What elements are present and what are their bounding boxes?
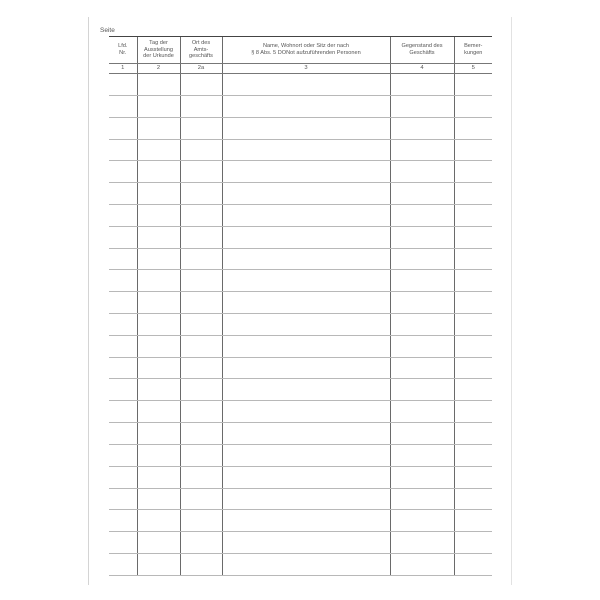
table-row [109, 292, 492, 314]
cell-tag-der-ausstellung[interactable] [137, 314, 180, 336]
cell-ort-des-amtsgeschaefts[interactable] [180, 466, 222, 488]
cell-ort-des-amtsgeschaefts[interactable] [180, 117, 222, 139]
cell-ort-des-amtsgeschaefts[interactable] [180, 248, 222, 270]
cell-bemerkungen[interactable] [454, 401, 492, 423]
table-row [109, 117, 492, 139]
cell-ort-des-amtsgeschaefts[interactable] [180, 161, 222, 183]
column-number-1: 1 [109, 64, 137, 74]
cell-bemerkungen[interactable] [454, 314, 492, 336]
cell-name-wohnort-sitz[interactable] [222, 270, 390, 292]
table-row [109, 314, 492, 336]
cell-lfd-nr[interactable] [109, 183, 137, 205]
cell-tag-der-ausstellung[interactable] [137, 248, 180, 270]
cell-bemerkungen[interactable] [454, 379, 492, 401]
table-row [109, 74, 492, 96]
cell-lfd-nr[interactable] [109, 444, 137, 466]
header-ort-des-amtsgeschaefts: Ort des Amts- geschäfts [180, 37, 222, 64]
cell-lfd-nr[interactable] [109, 292, 137, 314]
cell-tag-der-ausstellung[interactable] [137, 95, 180, 117]
cell-lfd-nr[interactable] [109, 488, 137, 510]
cell-gegenstand-des-geschaefts[interactable] [390, 270, 454, 292]
cell-tag-der-ausstellung[interactable] [137, 510, 180, 532]
cell-lfd-nr[interactable] [109, 510, 137, 532]
cell-tag-der-ausstellung[interactable] [137, 357, 180, 379]
table-row [109, 510, 492, 532]
cell-name-wohnort-sitz[interactable] [222, 379, 390, 401]
column-number-4: 4 [390, 64, 454, 74]
cell-gegenstand-des-geschaefts[interactable] [390, 357, 454, 379]
cell-gegenstand-des-geschaefts[interactable] [390, 532, 454, 554]
cell-bemerkungen[interactable] [454, 74, 492, 96]
cell-name-wohnort-sitz[interactable] [222, 423, 390, 445]
cell-name-wohnort-sitz[interactable] [222, 226, 390, 248]
column-number-2: 2 [137, 64, 180, 74]
cell-lfd-nr[interactable] [109, 204, 137, 226]
cell-bemerkungen[interactable] [454, 357, 492, 379]
cell-bemerkungen[interactable] [454, 117, 492, 139]
cell-bemerkungen[interactable] [454, 204, 492, 226]
cell-ort-des-amtsgeschaefts[interactable] [180, 510, 222, 532]
cell-name-wohnort-sitz[interactable] [222, 401, 390, 423]
cell-tag-der-ausstellung[interactable] [137, 292, 180, 314]
cell-tag-der-ausstellung[interactable] [137, 74, 180, 96]
table-row [109, 357, 492, 379]
cell-ort-des-amtsgeschaefts[interactable] [180, 226, 222, 248]
table-row [109, 204, 492, 226]
header-gegenstand-des-geschaefts: Gegenstand des Geschäfts [390, 37, 454, 64]
header-bemerkungen: Bemer- kungen [454, 37, 492, 64]
table-row [109, 379, 492, 401]
cell-name-wohnort-sitz[interactable] [222, 139, 390, 161]
cell-tag-der-ausstellung[interactable] [137, 117, 180, 139]
column-number-5: 5 [454, 64, 492, 74]
cell-bemerkungen[interactable] [454, 139, 492, 161]
column-number-2a: 2a [180, 64, 222, 74]
cell-ort-des-amtsgeschaefts[interactable] [180, 183, 222, 205]
cell-gegenstand-des-geschaefts[interactable] [390, 335, 454, 357]
cell-bemerkungen[interactable] [454, 444, 492, 466]
cell-ort-des-amtsgeschaefts[interactable] [180, 401, 222, 423]
cell-gegenstand-des-geschaefts[interactable] [390, 314, 454, 336]
cell-bemerkungen[interactable] [454, 510, 492, 532]
cell-lfd-nr[interactable] [109, 335, 137, 357]
cell-tag-der-ausstellung[interactable] [137, 401, 180, 423]
cell-bemerkungen[interactable] [454, 248, 492, 270]
cell-name-wohnort-sitz[interactable] [222, 161, 390, 183]
cell-gegenstand-des-geschaefts[interactable] [390, 161, 454, 183]
cell-name-wohnort-sitz[interactable] [222, 510, 390, 532]
cell-lfd-nr[interactable] [109, 314, 137, 336]
cell-tag-der-ausstellung[interactable] [137, 161, 180, 183]
table-row [109, 248, 492, 270]
register-page [88, 17, 511, 585]
header-lfd-nr: Lfd. Nr. [109, 37, 137, 64]
cell-bemerkungen[interactable] [454, 335, 492, 357]
cell-ort-des-amtsgeschaefts[interactable] [180, 532, 222, 554]
cell-tag-der-ausstellung[interactable] [137, 444, 180, 466]
cell-tag-der-ausstellung[interactable] [137, 553, 180, 575]
cell-bemerkungen[interactable] [454, 95, 492, 117]
table-row [109, 95, 492, 117]
cell-gegenstand-des-geschaefts[interactable] [390, 74, 454, 96]
cell-name-wohnort-sitz[interactable] [222, 553, 390, 575]
cell-ort-des-amtsgeschaefts[interactable] [180, 379, 222, 401]
table-row [109, 161, 492, 183]
cell-ort-des-amtsgeschaefts[interactable] [180, 357, 222, 379]
cell-lfd-nr[interactable] [109, 95, 137, 117]
cell-gegenstand-des-geschaefts[interactable] [390, 204, 454, 226]
cell-gegenstand-des-geschaefts[interactable] [390, 466, 454, 488]
cell-bemerkungen[interactable] [454, 161, 492, 183]
table-row [109, 335, 492, 357]
cell-gegenstand-des-geschaefts[interactable] [390, 95, 454, 117]
cell-ort-des-amtsgeschaefts[interactable] [180, 204, 222, 226]
cell-name-wohnort-sitz[interactable] [222, 357, 390, 379]
cell-ort-des-amtsgeschaefts[interactable] [180, 488, 222, 510]
table-row [109, 466, 492, 488]
cell-name-wohnort-sitz[interactable] [222, 488, 390, 510]
cell-lfd-nr[interactable] [109, 74, 137, 96]
cell-bemerkungen[interactable] [454, 270, 492, 292]
column-number-row [109, 64, 492, 74]
cell-ort-des-amtsgeschaefts[interactable] [180, 292, 222, 314]
cell-ort-des-amtsgeschaefts[interactable] [180, 335, 222, 357]
cell-ort-des-amtsgeschaefts[interactable] [180, 95, 222, 117]
table-row [109, 270, 492, 292]
cell-tag-der-ausstellung[interactable] [137, 379, 180, 401]
cell-ort-des-amtsgeschaefts[interactable] [180, 74, 222, 96]
cell-bemerkungen[interactable] [454, 466, 492, 488]
cell-bemerkungen[interactable] [454, 292, 492, 314]
table-row [109, 139, 492, 161]
cell-tag-der-ausstellung[interactable] [137, 488, 180, 510]
header-row [109, 37, 492, 64]
cell-gegenstand-des-geschaefts[interactable] [390, 401, 454, 423]
cell-bemerkungen[interactable] [454, 423, 492, 445]
cell-lfd-nr[interactable] [109, 466, 137, 488]
cell-tag-der-ausstellung[interactable] [137, 466, 180, 488]
cell-name-wohnort-sitz[interactable] [222, 532, 390, 554]
table-row [109, 553, 492, 575]
cell-name-wohnort-sitz[interactable] [222, 204, 390, 226]
cell-gegenstand-des-geschaefts[interactable] [390, 292, 454, 314]
cell-ort-des-amtsgeschaefts[interactable] [180, 423, 222, 445]
table-row [109, 532, 492, 554]
cell-bemerkungen[interactable] [454, 553, 492, 575]
cell-bemerkungen[interactable] [454, 488, 492, 510]
cell-name-wohnort-sitz[interactable] [222, 183, 390, 205]
table-row [109, 488, 492, 510]
cell-ort-des-amtsgeschaefts[interactable] [180, 314, 222, 336]
cell-tag-der-ausstellung[interactable] [137, 270, 180, 292]
cell-gegenstand-des-geschaefts[interactable] [390, 444, 454, 466]
table-row [109, 401, 492, 423]
cell-tag-der-ausstellung[interactable] [137, 204, 180, 226]
cell-gegenstand-des-geschaefts[interactable] [390, 248, 454, 270]
register-table [109, 36, 492, 576]
cell-gegenstand-des-geschaefts[interactable] [390, 226, 454, 248]
cell-lfd-nr[interactable] [109, 357, 137, 379]
cell-ort-des-amtsgeschaefts[interactable] [180, 553, 222, 575]
cell-gegenstand-des-geschaefts[interactable] [390, 488, 454, 510]
cell-name-wohnort-sitz[interactable] [222, 74, 390, 96]
cell-gegenstand-des-geschaefts[interactable] [390, 510, 454, 532]
cell-gegenstand-des-geschaefts[interactable] [390, 139, 454, 161]
cell-lfd-nr[interactable] [109, 117, 137, 139]
cell-name-wohnort-sitz[interactable] [222, 95, 390, 117]
cell-tag-der-ausstellung[interactable] [137, 532, 180, 554]
page-label: Seite [100, 27, 115, 34]
cell-name-wohnort-sitz[interactable] [222, 314, 390, 336]
cell-name-wohnort-sitz[interactable] [222, 444, 390, 466]
cell-tag-der-ausstellung[interactable] [137, 183, 180, 205]
cell-gegenstand-des-geschaefts[interactable] [390, 553, 454, 575]
cell-ort-des-amtsgeschaefts[interactable] [180, 444, 222, 466]
cell-name-wohnort-sitz[interactable] [222, 248, 390, 270]
cell-name-wohnort-sitz[interactable] [222, 117, 390, 139]
cell-lfd-nr[interactable] [109, 270, 137, 292]
column-number-3: 3 [222, 64, 390, 74]
cell-gegenstand-des-geschaefts[interactable] [390, 117, 454, 139]
cell-lfd-nr[interactable] [109, 379, 137, 401]
table-row [109, 226, 492, 248]
header-tag-der-ausstellung: Tag der Ausstellung der Urkunde [137, 37, 180, 64]
cell-lfd-nr[interactable] [109, 161, 137, 183]
cell-tag-der-ausstellung[interactable] [137, 335, 180, 357]
cell-gegenstand-des-geschaefts[interactable] [390, 183, 454, 205]
cell-gegenstand-des-geschaefts[interactable] [390, 423, 454, 445]
cell-name-wohnort-sitz[interactable] [222, 335, 390, 357]
cell-tag-der-ausstellung[interactable] [137, 423, 180, 445]
cell-lfd-nr[interactable] [109, 226, 137, 248]
cell-lfd-nr[interactable] [109, 401, 137, 423]
cell-lfd-nr[interactable] [109, 553, 137, 575]
cell-ort-des-amtsgeschaefts[interactable] [180, 270, 222, 292]
cell-bemerkungen[interactable] [454, 532, 492, 554]
cell-bemerkungen[interactable] [454, 183, 492, 205]
cell-name-wohnort-sitz[interactable] [222, 292, 390, 314]
cell-lfd-nr[interactable] [109, 532, 137, 554]
cell-tag-der-ausstellung[interactable] [137, 226, 180, 248]
cell-lfd-nr[interactable] [109, 139, 137, 161]
cell-tag-der-ausstellung[interactable] [137, 139, 180, 161]
cell-bemerkungen[interactable] [454, 226, 492, 248]
cell-ort-des-amtsgeschaefts[interactable] [180, 139, 222, 161]
cell-lfd-nr[interactable] [109, 423, 137, 445]
table-row [109, 423, 492, 445]
cell-gegenstand-des-geschaefts[interactable] [390, 379, 454, 401]
header-name-wohnort-sitz: Name, Wohnort oder Sitz der nach § 8 Abs. 5 DONot aufzuführenden Personen [222, 37, 390, 64]
cell-lfd-nr[interactable] [109, 248, 137, 270]
cell-name-wohnort-sitz[interactable] [222, 466, 390, 488]
table-row [109, 444, 492, 466]
table-row [109, 183, 492, 205]
